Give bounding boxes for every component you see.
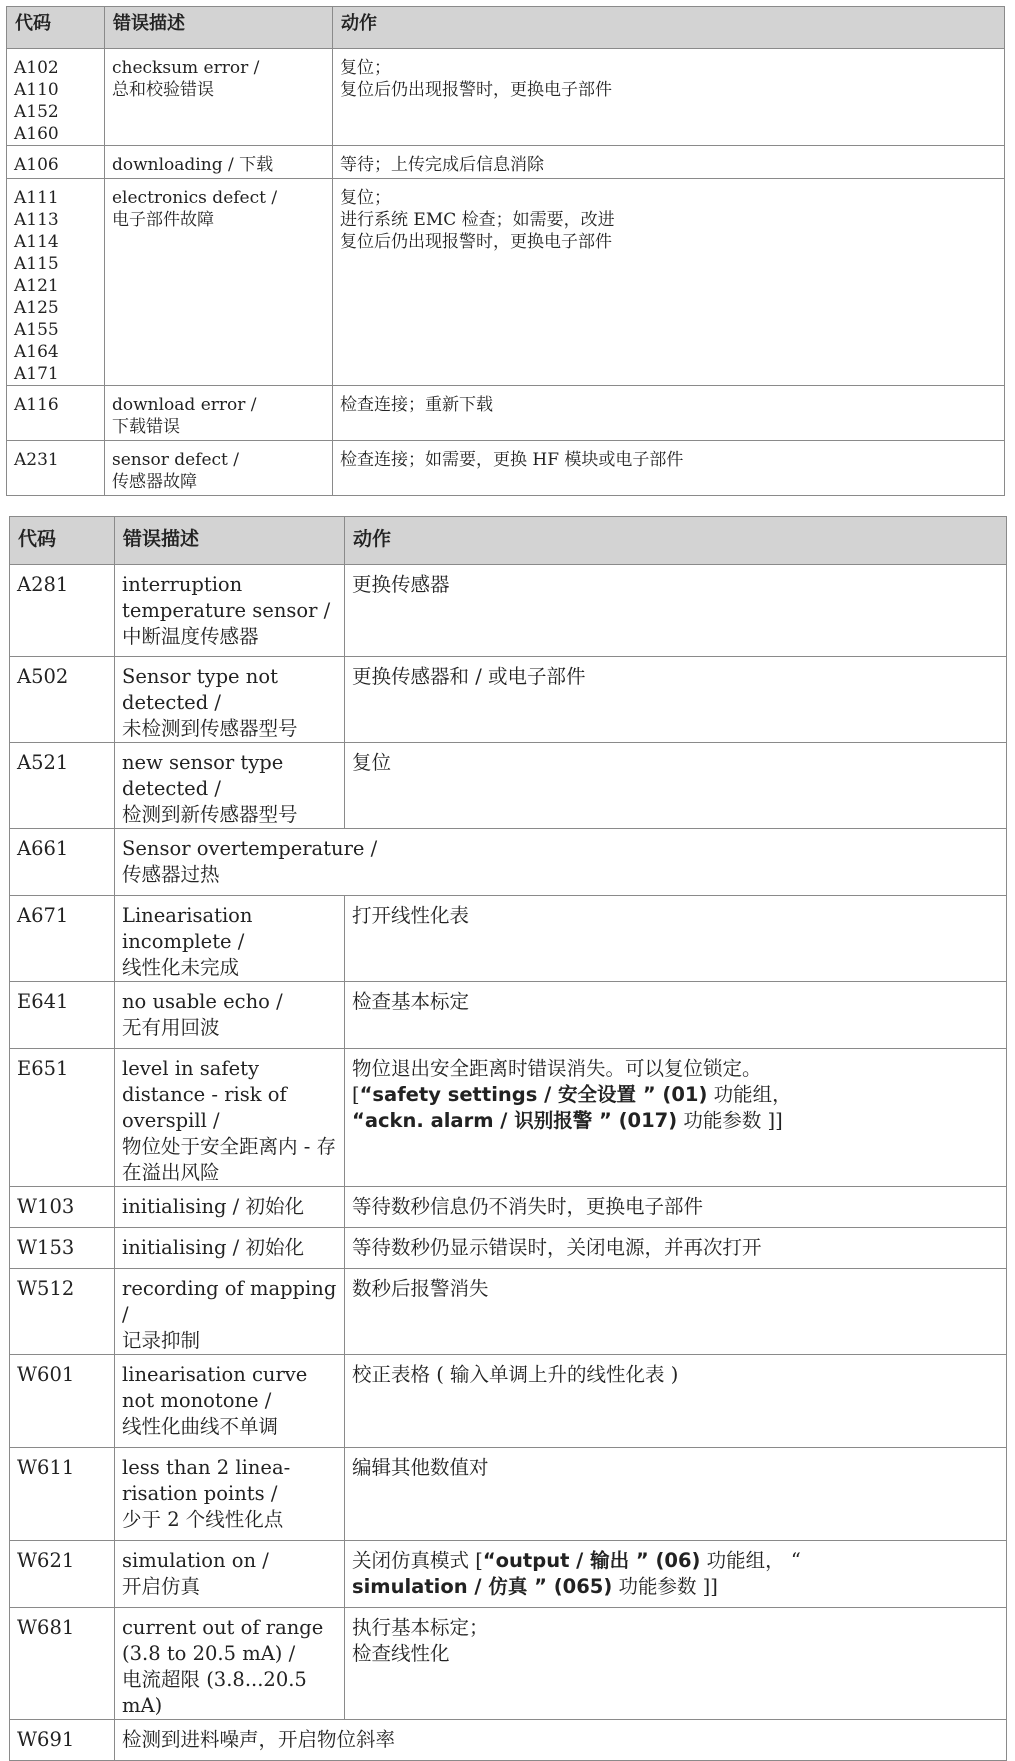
table-row — [7, 441, 1005, 496]
table-row — [10, 565, 1007, 657]
error-description: linearisation curve not monotone / 线性化曲线不单调 — [115, 1355, 345, 1448]
error-description: downloading / 下载 — [105, 146, 333, 179]
error-action: 打开线性化表 — [345, 896, 1007, 982]
error-code: A502 — [10, 657, 115, 743]
error-action: 等待；上传完成后信息消除 — [333, 146, 1005, 179]
function-parameter-name: simulation / 仿真 ” (065) — [352, 1575, 613, 1598]
error-description: recording of mapping / 记录抑制 — [115, 1269, 345, 1355]
error-action: 更换传感器和 / 或电子部件 — [345, 657, 1007, 743]
action-text: 功能参数 ]] — [612, 1575, 718, 1598]
header-description: 错误描述 — [115, 517, 345, 565]
error-code: W681 — [10, 1608, 115, 1720]
error-description: checksum error / 总和校验错误 — [105, 49, 333, 146]
action-text: 功能组， — [707, 1083, 792, 1106]
table-row — [7, 49, 1005, 146]
table-row — [10, 1720, 1007, 1761]
table-row — [10, 1187, 1007, 1228]
error-action — [345, 1541, 1007, 1608]
error-description: electronics defect / 电子部件故障 — [105, 179, 333, 386]
error-description: interruption temperature sensor / 中断温度传感器 — [115, 565, 345, 657]
error-description: level in safety distance - risk of overspill / 物位处于安全距离内 - 存在溢出风险 — [115, 1049, 345, 1187]
error-code: A281 — [10, 565, 115, 657]
table-row — [10, 1049, 1007, 1187]
table-row — [10, 829, 1007, 896]
table-row — [7, 179, 1005, 386]
table-row — [10, 1608, 1007, 1720]
error-code: A106 — [7, 146, 105, 179]
action-text: [ — [352, 1083, 360, 1106]
error-action: 执行基本标定； 检查线性化 — [345, 1608, 1007, 1720]
error-description: Sensor type not detected / 未检测到传感器型号 — [115, 657, 345, 743]
function-group-name: “safety settings / 安全设置 ” (01) — [359, 1083, 708, 1106]
table-row — [10, 657, 1007, 743]
error-description: current out of range (3.8 to 20.5 mA) / 电流超限 (3.8...20.5 mA) — [115, 1608, 345, 1720]
table-row — [7, 146, 1005, 179]
error-code: W103 — [10, 1187, 115, 1228]
action-text: 物位退出安全距离时错误消失。可以复位锁定。 — [352, 1057, 762, 1080]
table-row — [10, 982, 1007, 1049]
error-action: 检查连接；重新下载 — [333, 386, 1005, 441]
error-description: Linearisation incomplete / 线性化未完成 — [115, 896, 345, 982]
table-row — [7, 386, 1005, 441]
error-code: A116 — [7, 386, 105, 441]
error-description: no usable echo / 无有用回波 — [115, 982, 345, 1049]
function-group-name: “output / 输出 ” (06) — [482, 1549, 701, 1572]
table-row — [10, 896, 1007, 982]
error-action: 复位； 进行系统 EMC 检查；如需要，改进 复位后仍出现报警时，更换电子部件 — [333, 179, 1005, 386]
error-description: download error / 下载错误 — [105, 386, 333, 441]
error-action: 校正表格 ( 输入单调上升的线性化表 ) — [345, 1355, 1007, 1448]
error-code: W611 — [10, 1448, 115, 1541]
header-code: 代码 — [10, 517, 115, 565]
error-action: 编辑其他数值对 — [345, 1448, 1007, 1541]
header-action: 动作 — [333, 7, 1005, 49]
error-code: A661 — [10, 829, 115, 896]
table-row — [10, 1448, 1007, 1541]
error-code: W691 — [10, 1720, 115, 1761]
error-description: sensor defect / 传感器故障 — [105, 441, 333, 496]
error-code: E651 — [10, 1049, 115, 1187]
table-row — [10, 1228, 1007, 1269]
error-action: 检查基本标定 — [345, 982, 1007, 1049]
error-code: W153 — [10, 1228, 115, 1269]
error-code: A671 — [10, 896, 115, 982]
error-table-2 — [9, 516, 1007, 1761]
error-description: less than 2 linea-risation points / 少于 2 个线性化点 — [115, 1448, 345, 1541]
function-parameter-name: “ackn. alarm / 识别报警 ” (017) — [352, 1109, 678, 1132]
error-table-1 — [6, 6, 1005, 496]
error-code: W512 — [10, 1269, 115, 1355]
error-action: 数秒后报警消失 — [345, 1269, 1007, 1355]
error-code: W601 — [10, 1355, 115, 1448]
error-code: A102 A110 A152 A160 — [7, 49, 105, 146]
table-row — [10, 1269, 1007, 1355]
error-description: Sensor overtemperature / 传感器过热 — [115, 829, 1007, 896]
header-code: 代码 — [7, 7, 105, 49]
error-action: 检查连接；如需要，更换 HF 模块或电子部件 — [333, 441, 1005, 496]
error-action — [345, 1049, 1007, 1187]
error-description: simulation on / 开启仿真 — [115, 1541, 345, 1608]
error-description: initialising / 初始化 — [115, 1187, 345, 1228]
error-code: A521 — [10, 743, 115, 829]
table-row — [10, 1355, 1007, 1448]
error-code: A231 — [7, 441, 105, 496]
action-text: 功能组， “ — [700, 1549, 801, 1572]
table-row — [10, 1541, 1007, 1608]
error-action: 等待数秒仍显示错误时，关闭电源，并再次打开 — [345, 1228, 1007, 1269]
error-action: 复位； 复位后仍出现报警时，更换电子部件 — [333, 49, 1005, 146]
error-code: A111 A113 A114 A115 A121 A125 A155 A164 A171 — [7, 179, 105, 386]
error-action: 等待数秒信息仍不消失时，更换电子部件 — [345, 1187, 1007, 1228]
action-text: 关闭仿真模式 [ — [352, 1549, 483, 1572]
action-text: 功能参数 ]] — [677, 1109, 783, 1132]
error-description: initialising / 初始化 — [115, 1228, 345, 1269]
error-code: W621 — [10, 1541, 115, 1608]
error-code: E641 — [10, 982, 115, 1049]
error-description: 检测到进料噪声，开启物位斜率 — [115, 1720, 1007, 1761]
header-description: 错误描述 — [105, 7, 333, 49]
header-action: 动作 — [345, 517, 1007, 565]
error-action: 更换传感器 — [345, 565, 1007, 657]
table-row — [10, 743, 1007, 829]
error-description: new sensor type detected / 检测到新传感器型号 — [115, 743, 345, 829]
error-action: 复位 — [345, 743, 1007, 829]
